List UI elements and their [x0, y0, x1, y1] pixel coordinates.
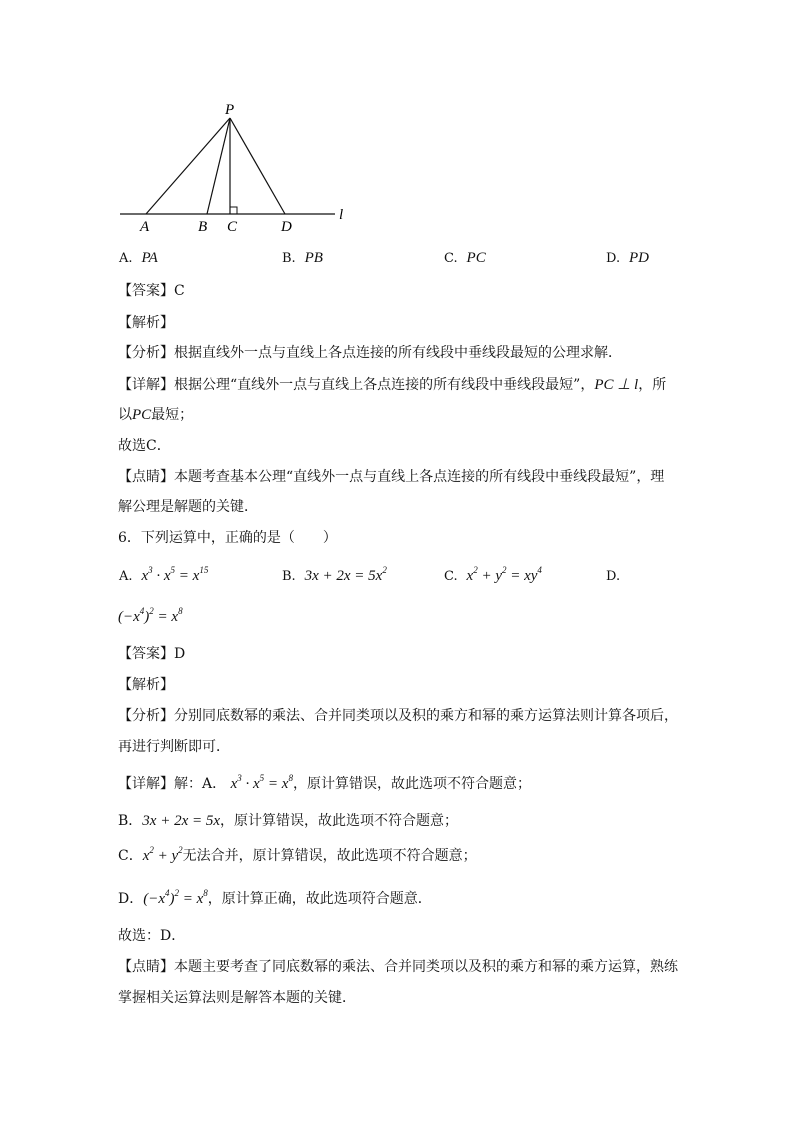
label-p: P	[225, 102, 235, 118]
label-d: D	[281, 219, 292, 235]
q5-answer: 【答案】C	[118, 283, 185, 299]
segment-pa	[146, 118, 230, 214]
q6-option-c: C. $x^2 + y^2 = xy^4$	[444, 565, 542, 584]
q6-stem: 6．下列运算中，正确的是（ ）	[118, 530, 337, 546]
label-c: C	[227, 219, 238, 235]
q6-xiangjie-d: D．$(-x^4)^2 = x^8$，原计算正确，故此选项符合题意．	[118, 888, 432, 907]
q5-xiangjie-cont: 以PC最短；	[118, 407, 194, 423]
q5-dianjing: 【点睛】本题考查基本公理“直线外一点与直线上各点连接的所有线段中垂线段最短”，理	[118, 469, 665, 485]
q5-analysis-heading: 【解析】	[118, 315, 174, 331]
q6-xiangjie-b: B．3x + 2x = 5x，原计算错误，故此选项不符合题意；	[118, 813, 459, 829]
q6-fenxi: 【分析】分别同底数幂的乘法、合并同类项以及积的乘方和幂的乘方运算法则计算各项后，	[118, 708, 678, 724]
label-a: A	[140, 219, 150, 235]
q6-option-b: B. $3x + 2x = 5x^2$	[282, 565, 387, 584]
q5-conclusion: 故选C．	[118, 438, 171, 454]
q6-dianjing-cont: 掌握相关运算法则是解答本题的关键．	[118, 990, 356, 1006]
label-b: B	[198, 219, 208, 235]
q5-dianjing-cont: 解公理是解题的关键．	[118, 499, 258, 515]
q6-option-a: A. $x^3 \cdot x^5 = x^{15}$	[119, 565, 209, 584]
q5-fenxi: 【分析】根据直线外一点与直线上各点连接的所有线段中垂线段最短的公理求解．	[118, 345, 622, 361]
q6-option-d-expr: $(-x^4)^2 = x^8$	[118, 606, 183, 625]
right-angle-mark	[230, 207, 237, 214]
perpendicular-figure	[110, 96, 360, 236]
segment-pd	[230, 118, 285, 214]
q6-xiangjie-c: C．$x^2 + y^2$无法合并，原计算错误，故此选项不符合题意；	[118, 845, 477, 864]
q5-option-a: A. PA	[119, 250, 158, 266]
q5-xiangjie: 【详解】根据公理“直线外一点与直线上各点连接的所有线段中垂线段最短”，PC ⊥ l，所	[118, 377, 667, 393]
segment-pb	[207, 118, 230, 214]
label-l: l	[339, 207, 344, 223]
q5-option-c: C. PC	[444, 250, 486, 266]
q5-option-b: B. PB	[282, 250, 323, 266]
q6-fenxi-cont: 再进行判断即可．	[118, 739, 230, 755]
q6-xiangjie-a: 【详解】解：A． $x^3 \cdot x^5 = x^8$，原计算错误，故此选项不符合题意；	[118, 773, 531, 792]
q6-dianjing: 【点睛】本题主要考查了同底数幂的乘法、合并同类项以及积的乘方和幂的乘方运算，熟练	[118, 959, 678, 975]
q6-answer: 【答案】D	[118, 646, 186, 662]
q6-analysis-heading: 【解析】	[118, 677, 174, 693]
q6-conclusion: 故选：D．	[118, 928, 186, 944]
q5-option-d: D. PD	[606, 250, 649, 266]
q6-option-d-letter: D.	[606, 569, 621, 584]
